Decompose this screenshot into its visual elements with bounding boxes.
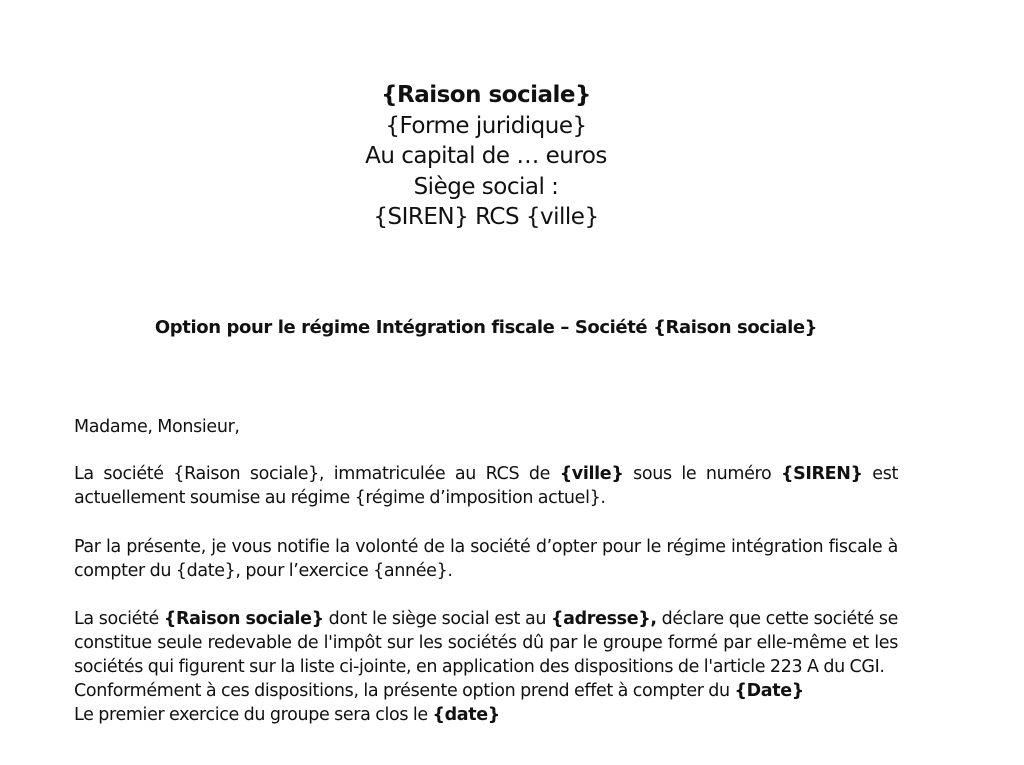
registration-number: {SIREN} RCS {ville}: [373, 204, 599, 230]
closing-date-line: [74, 703, 898, 727]
paragraph-group-declaration-text: [74, 607, 898, 679]
p3-text-1: La société: [74, 609, 164, 629]
greeting: [74, 415, 898, 439]
paragraph-group-declaration: [74, 607, 898, 727]
paragraph-current-regime-text: [74, 462, 898, 510]
greeting-text: Madame, Monsieur,: [74, 417, 240, 437]
paragraph-option-notice-text: Par la présente, je vous notifie la volonté de la société d’opter pour le régime intégration fiscale à compter du {date}, pour l’exercice {année}.: [74, 537, 898, 581]
effective-date-text: Conformément à ces dispositions, la présente option prend effet à compter du: [74, 681, 735, 701]
paragraph-current-regime: [74, 462, 898, 510]
p1-siren: {SIREN}: [780, 464, 863, 484]
p1-text-1: La société {Raison sociale}, immatriculée au RCS de: [74, 464, 560, 484]
p1-city: {ville}: [559, 464, 624, 484]
closing-date-value: {date}: [432, 705, 500, 725]
company-name: {Raison sociale}: [381, 82, 591, 108]
share-capital: Au capital de … euros: [365, 143, 607, 169]
p3-text-2: dont le siège social est au: [323, 609, 552, 629]
p3-text-3: déclare que cette société se constitue seule redevable de l'impôt sur les sociétés dû par le groupe formé par elle-même et les sociétés qui figurent sur la liste ci-jointe, en application des dispositions de l'article 223 A du CGI.: [74, 609, 899, 677]
paragraph-option-notice: [74, 535, 898, 583]
legal-form: {Forme juridique}: [385, 112, 587, 139]
effective-date-line: [74, 679, 898, 703]
company-header: [0, 80, 972, 233]
closing-date-text: Le premier exercice du groupe sera clos le: [74, 705, 433, 725]
p3-company-name: {Raison sociale}: [163, 609, 324, 629]
p3-address: {adresse},: [551, 609, 657, 629]
effective-date-value: {Date}: [734, 681, 804, 701]
registered-office: Siège social :: [413, 173, 559, 200]
p1-text-2: sous le numéro: [623, 464, 781, 484]
letter-subject: Option pour le régime Intégration fiscale – Société {Raison sociale}: [154, 317, 818, 338]
p1-text-3: est actuellement soumise au régime {régime d’imposition actuel}.: [74, 464, 898, 508]
